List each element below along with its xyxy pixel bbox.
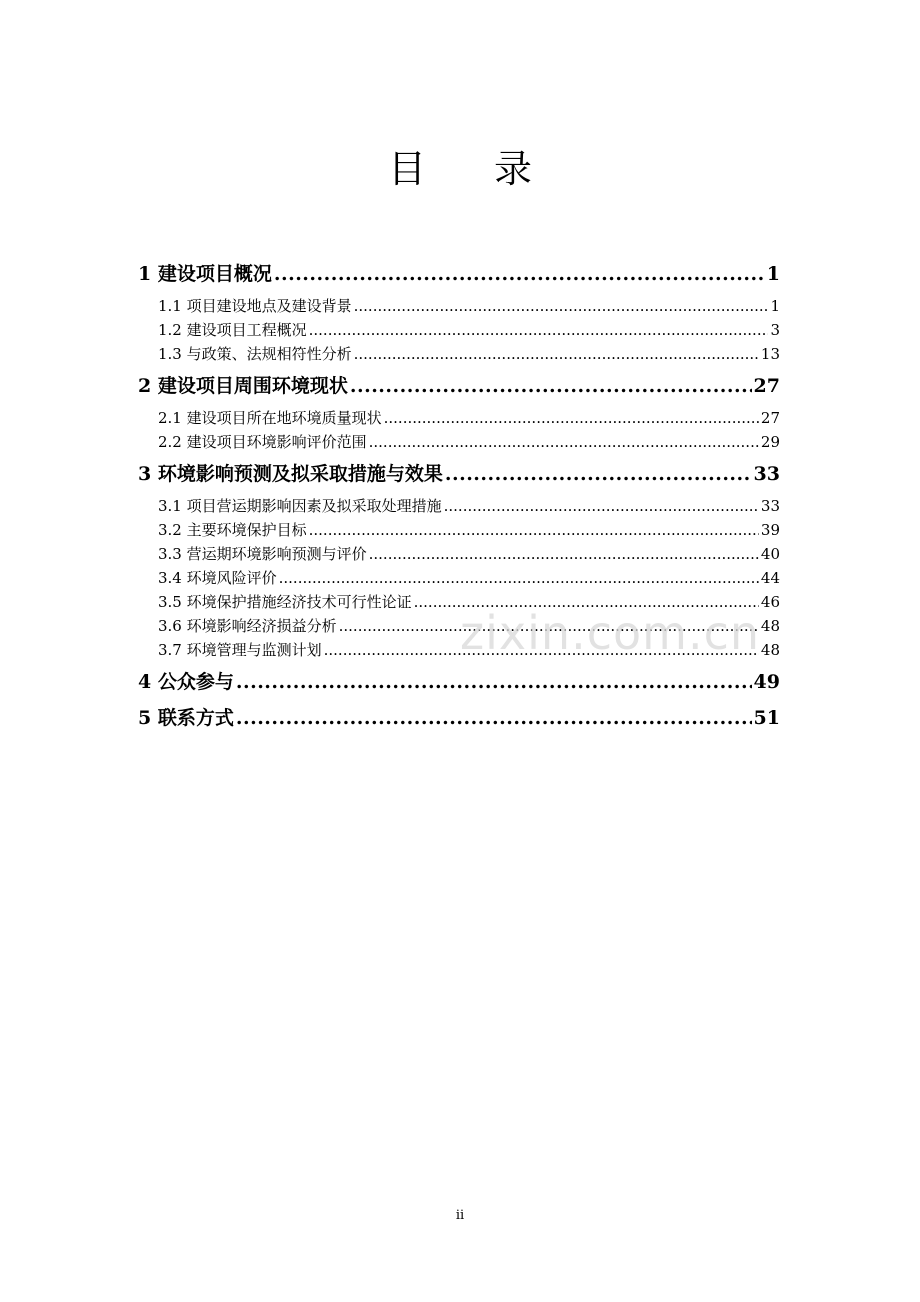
- toc-entry-section-1-3[interactable]: [138, 342, 780, 366]
- toc-page-number: 44: [760, 569, 780, 587]
- toc-entry-section-3-4[interactable]: [138, 566, 780, 590]
- watermark: zixin.com.cn: [460, 606, 761, 660]
- toc-entry-label: 1 建设项目概况: [138, 263, 272, 285]
- toc-entry-label: 3.6 环境影响经济损益分析: [158, 617, 337, 635]
- toc-entry-section-3-7[interactable]: [138, 638, 780, 662]
- page-number: ii: [455, 1208, 465, 1223]
- toc-leader-dots: [354, 294, 769, 318]
- toc-page-number: 33: [760, 497, 780, 515]
- toc-entry-label: 2.2 建设项目环境影响评价范围: [158, 433, 367, 451]
- toc-entry-section-2-1[interactable]: [138, 406, 780, 430]
- toc-entry-chapter-3[interactable]: [138, 456, 780, 492]
- toc-leader-dots: [279, 566, 759, 590]
- toc-leader-dots: [445, 456, 752, 492]
- toc-entry-label: 2 建设项目周围环境现状: [138, 375, 348, 397]
- toc-entry-chapter-1[interactable]: [138, 256, 780, 292]
- page-title: 目 录: [387, 147, 561, 191]
- toc-entry-section-3-3[interactable]: [138, 542, 780, 566]
- toc-page-number: 51: [753, 707, 780, 729]
- toc-entry-label: 4 公众参与: [138, 671, 234, 693]
- toc-page-number: 46: [760, 593, 780, 611]
- toc-leader-dots: [414, 590, 759, 614]
- toc-entry-label: 3.4 环境风险评价: [158, 569, 277, 587]
- toc-entry-label: 3.3 营运期环境影响预测与评价: [158, 545, 367, 563]
- toc-leader-dots: [369, 542, 759, 566]
- toc-leader-dots: [384, 406, 759, 430]
- toc-leader-dots: [339, 614, 759, 638]
- table-of-contents: [138, 256, 780, 736]
- toc-entry-chapter-2[interactable]: [138, 368, 780, 404]
- toc-leader-dots: [309, 318, 769, 342]
- toc-entry-label: 1.3 与政策、法规相符性分析: [158, 345, 352, 363]
- toc-page-number: 40: [760, 545, 780, 563]
- toc-page-number: 3: [770, 321, 780, 339]
- toc-page-number: 1: [770, 297, 780, 315]
- toc-page-number: 13: [760, 345, 780, 363]
- toc-entry-section-2-2[interactable]: [138, 430, 780, 454]
- toc-entry-label: 1.2 建设项目工程概况: [158, 321, 307, 339]
- toc-leader-dots: [309, 518, 759, 542]
- toc-entry-section-1-1[interactable]: [138, 294, 780, 318]
- toc-page-number: 33: [753, 463, 780, 485]
- toc-entry-section-3-2[interactable]: [138, 518, 780, 542]
- toc-leader-dots: [444, 494, 759, 518]
- toc-entry-label: 3.5 环境保护措施经济技术可行性论证: [158, 593, 412, 611]
- toc-entry-chapter-4[interactable]: [138, 664, 780, 700]
- toc-page-number: 48: [760, 617, 780, 635]
- toc-leader-dots: [236, 664, 752, 700]
- toc-entry-section-1-2[interactable]: [138, 318, 780, 342]
- toc-page-number: 1: [766, 263, 780, 285]
- toc-entry-label: 3.7 环境管理与监测计划: [158, 641, 322, 659]
- toc-entry-label: 3.2 主要环境保护目标: [158, 521, 307, 539]
- toc-entry-section-3-5[interactable]: [138, 590, 780, 614]
- toc-leader-dots: [324, 638, 759, 662]
- toc-page-number: 48: [760, 641, 780, 659]
- toc-leader-dots: [274, 256, 765, 292]
- toc-page-number: 49: [753, 671, 780, 693]
- toc-leader-dots: [369, 430, 759, 454]
- toc-entry-section-3-6[interactable]: [138, 614, 780, 638]
- toc-entry-chapter-5[interactable]: [138, 700, 780, 736]
- toc-entry-label: 3.1 项目营运期影响因素及拟采取处理措施: [158, 497, 442, 515]
- toc-entry-label: 3 环境影响预测及拟采取措施与效果: [138, 463, 443, 485]
- toc-entry-section-3-1[interactable]: [138, 494, 780, 518]
- toc-leader-dots: [350, 368, 752, 404]
- toc-leader-dots: [354, 342, 759, 366]
- toc-leader-dots: [236, 700, 752, 736]
- toc-page-number: 39: [760, 521, 780, 539]
- toc-entry-label: 2.1 建设项目所在地环境质量现状: [158, 409, 382, 427]
- toc-page-number: 29: [760, 433, 780, 451]
- toc-page-number: 27: [753, 375, 780, 397]
- toc-entry-label: 5 联系方式: [138, 707, 234, 729]
- toc-entry-label: 1.1 项目建设地点及建设背景: [158, 297, 352, 315]
- toc-page-number: 27: [760, 409, 780, 427]
